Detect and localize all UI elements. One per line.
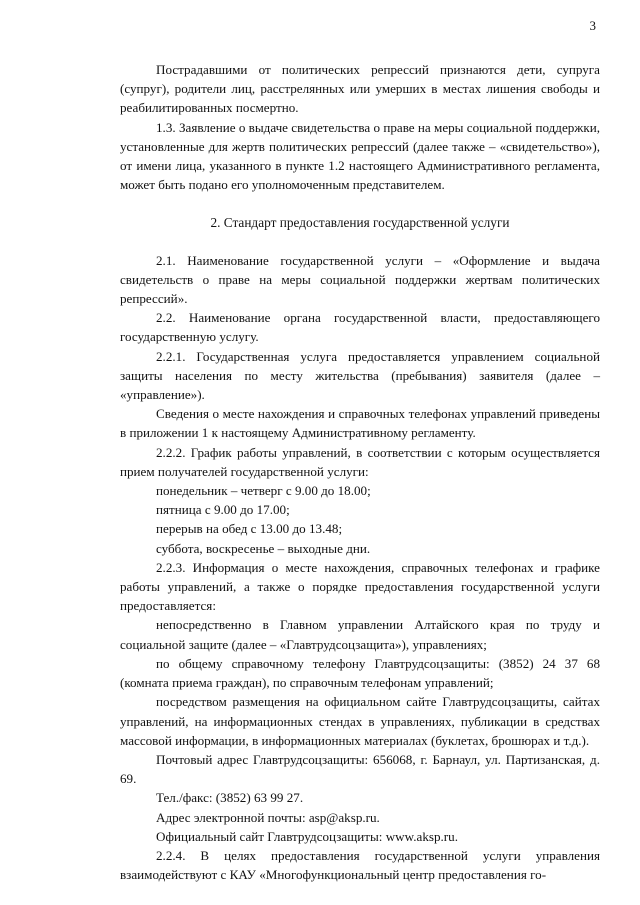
paragraph: 2.2. Наименование органа государственной власти, предоставляющего государственную услугу. (120, 310, 600, 345)
paragraph: Сведения о месте нахождения и справочных телефонах управлений приведены в приложении 1 к настоящему Административному регламенту. (120, 406, 600, 441)
paragraph: 2.1. Наименование государственной услуги – «Оформление и выдача свидетельств о праве на меры социальной поддержки жертвам политических репрессий». (120, 252, 600, 307)
paragraph: по общему справочному телефону Главтрудсоцзащиты: (3852) 24 37 68 (комната приема граждан), по справочным телефонам управлений; (120, 655, 600, 691)
paragraph: Почтовый адрес Главтрудсоцзащиты: 656068, г. Барнаул, ул. Партизанская, д. 69. (120, 751, 600, 787)
paragraph: Пострадавшими от политических репрессий признаются дети, супруга (супруг), родители лиц, расстрелянных или умерших в местах лишения свободы и реабилитированных посмертно. (120, 62, 600, 116)
schedule-line: перерыв на обед с 13.00 до 13.48; (156, 521, 343, 537)
paragraph: 2.2.1. Государственная услуга предоставляется управлением социальной защиты населения по месту жительства (пребывания) заявителя (далее – «управление»). (120, 348, 600, 403)
paragraph: непосредственно в Главном управлении Алтайского края по труду и социальной защите (далее – «Главтрудсоцзащита»), управлениях; (120, 617, 600, 652)
paragraph: 1.3. Заявление о выдаче свидетельства о праве на меры социальной поддержки, установленные для жертв политических репрессий (далее также – «свидетельство»), от имени лица, указанного в пункте 1.2 настоящего Административного регламента, может быть подано его уполномоченным представителем. (120, 119, 600, 193)
schedule-line: понедельник – четверг с 9.00 до 18.00; (156, 483, 371, 499)
paragraph: Адрес электронной почты: asp@aksp.ru. (156, 809, 380, 825)
paragraph: 2.2.3. Информация о месте нахождения, справочных телефонах и графике работы управлений, а также о порядке предоставления государственной услуги предоставляется: (120, 559, 600, 614)
paragraph: Официальный сайт Главтрудсоцзащиты: www.aksp.ru. (156, 828, 458, 844)
schedule-line: суббота, воскресенье – выходные дни. (156, 540, 371, 556)
schedule-line: пятница с 9.00 до 17.00; (156, 502, 290, 518)
paragraph: Тел./факс: (3852) 63 99 27. (156, 790, 304, 806)
document-body (120, 60, 600, 884)
paragraph: посредством размещения на официальном сайте Главтрудсоцзащиты, сайтах управлений, на информационных стендах в управлениях, публикации в средствах массовой информации, в информационных материалах (буклетах, брошюрах и т.д.). (120, 694, 600, 748)
page-number: 3 (589, 18, 596, 33)
section-heading: 2. Стандарт предоставления государственной услуги (210, 215, 510, 231)
paragraph: 2.2.2. График работы управлений, в соответствии с которым осуществляется прием получателей государственной услуги: (120, 444, 600, 479)
paragraph: 2.2.4. В целях предоставления государственной услуги управления взаимодействуют с КАУ «Многофункциональный центр предоставления го- (120, 847, 600, 883)
